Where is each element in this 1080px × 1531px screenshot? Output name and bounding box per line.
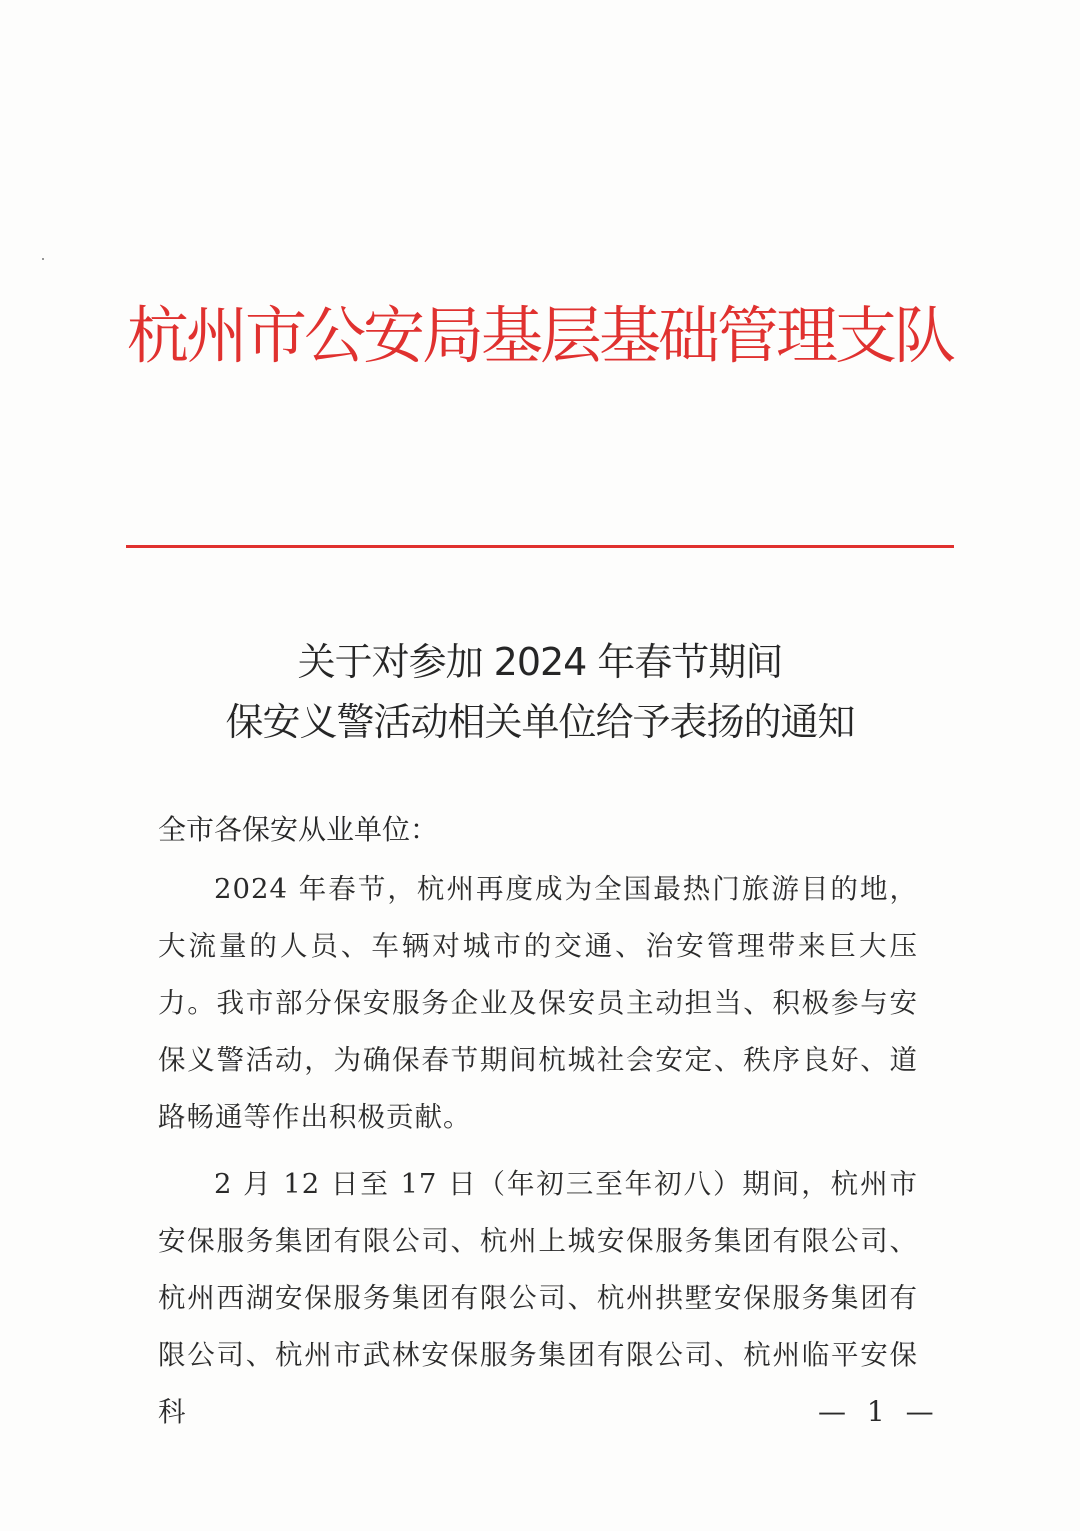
document-title-line-1: 关于对参加 2024 年春节期间 (297, 640, 783, 684)
document-title-line-2: 保安义警活动相关单位给予表扬的通知 (225, 700, 855, 744)
page-number: — 1 — (818, 1395, 940, 1428)
body-paragraph-1: 2024 年春节，杭州再度成为全国最热门旅游目的地，大流量的人员、车辆对城市的交通、治安管理带来巨大压力。我市部分保安服务企业及保安员主动担当、积极参与安保义警活动，为确保春节期间杭城社会安定、秩序良好、道路畅通等作出积极贡献。 (158, 873, 918, 1133)
letterhead-red-rule (126, 545, 954, 548)
scan-speck (42, 258, 44, 260)
letterhead-org-name: 杭州市公安局基层基础管理支队 (126, 299, 953, 372)
body-paragraph-2: 2 月 12 日至 17 日（年初三至年初八）期间，杭州市安保服务集团有限公司、杭州上城安保服务集团有限公司、杭州西湖安保服务集团有限公司、杭州拱墅安保服务集团有限公司、杭州市武林安保服务集团有限公司、杭州临平安保科 (158, 1168, 918, 1428)
salutation: 全市各保安从业单位： (158, 813, 439, 846)
document-title (0, 632, 1080, 752)
